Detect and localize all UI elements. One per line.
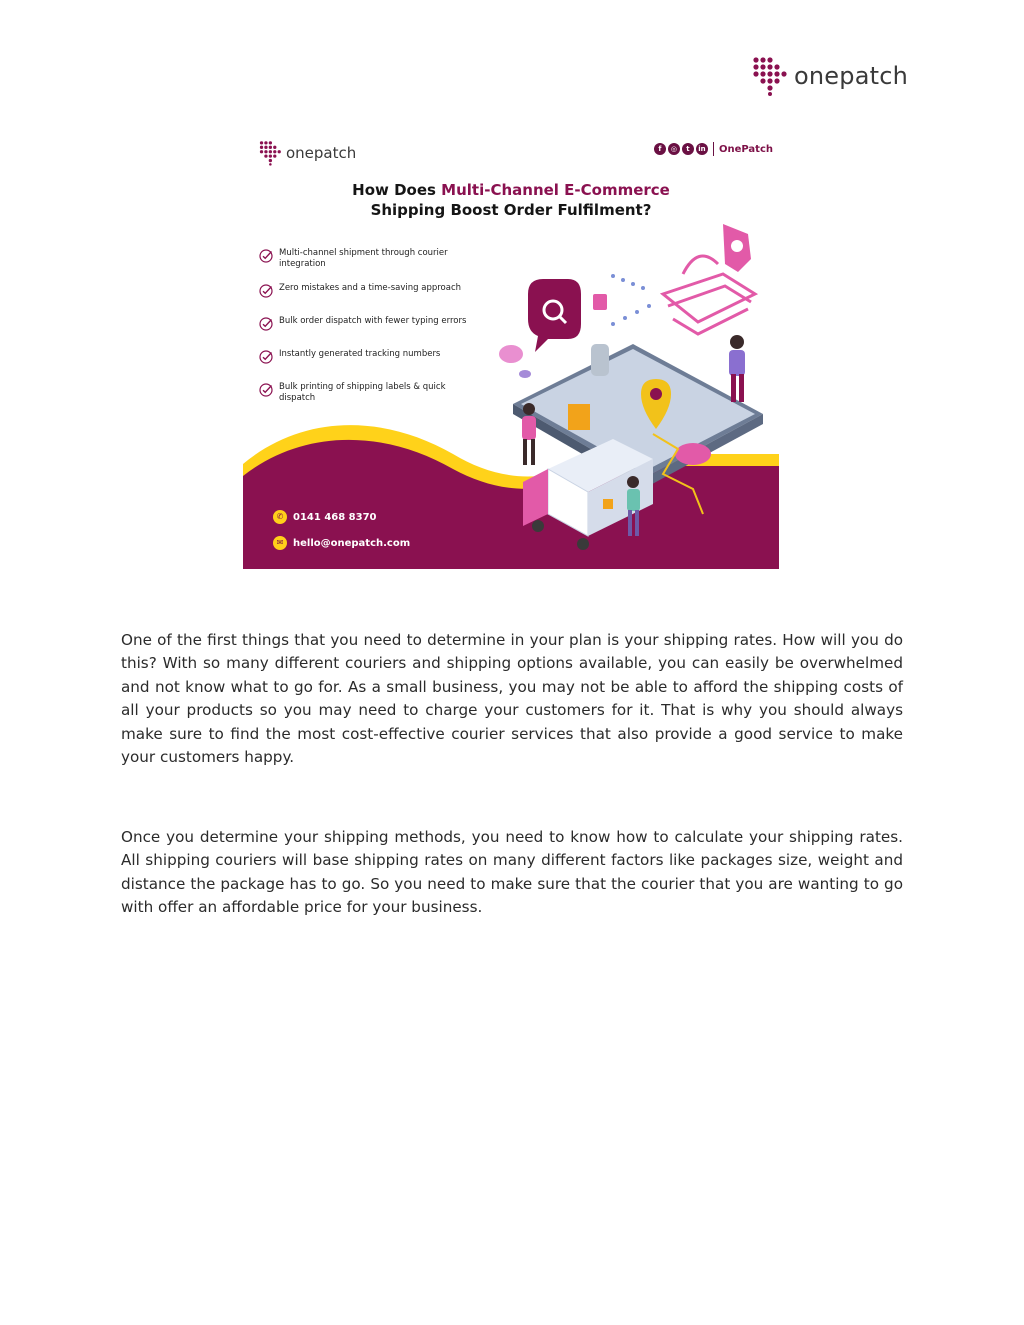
twitter-icon: t bbox=[682, 143, 694, 155]
contact-email-text: hello@onepatch.com bbox=[293, 537, 411, 549]
cart-tag-illustration bbox=[723, 224, 751, 272]
feature-text: Multi-channel shipment through courier integration bbox=[279, 248, 448, 269]
social-brand: OnePatch bbox=[718, 143, 773, 155]
envelope-icon: ✉ bbox=[273, 536, 287, 550]
logo-wordmark: onepatch bbox=[794, 62, 909, 90]
onepatch-dots-icon bbox=[752, 56, 790, 96]
title-prefix: How Does bbox=[352, 181, 442, 199]
infographic-logo-wordmark: onepatch bbox=[286, 144, 357, 162]
paragraph-shipping-rates: One of the first things that you need to determine in your plan is your shipping rates. How will you do this? With so many different couriers and shipping options available, you can easily be overwhelmed and not know what to go for. As a small business, you may not be able to afford the shipping costs of all your products so you may need to charge your customers for it. That is why you should always make sure to find the most cost-effective courier services that also provide a good service to make your customers happy. bbox=[121, 631, 903, 767]
phone-icon: ✆ bbox=[273, 510, 287, 524]
title-accent: Multi-Channel E-Commerce bbox=[441, 181, 670, 199]
feature-text: Zero mistakes and a time-saving approach bbox=[279, 283, 462, 293]
page-logo bbox=[752, 56, 908, 96]
linkedin-icon: in bbox=[696, 143, 708, 155]
contact-phone-text: 0141 468 8370 bbox=[293, 511, 377, 523]
title-line-2: Shipping Boost Order Fulfilment? bbox=[370, 201, 652, 219]
person-illustration bbox=[729, 335, 745, 402]
contact-email bbox=[273, 536, 410, 550]
person-illustration bbox=[522, 403, 536, 465]
search-bubble-illustration bbox=[528, 279, 581, 352]
feature-text: Bulk order dispatch with fewer typing errors bbox=[279, 316, 467, 326]
feature-text: Bulk printing of shipping labels & quick dispatch bbox=[279, 382, 446, 403]
ecommerce-illustration bbox=[493, 214, 779, 569]
infographic-image bbox=[243, 124, 779, 569]
person-illustration bbox=[627, 476, 640, 536]
paragraph-calculate-rates: Once you determine your shipping methods, you need to know how to calculate your shipping rates. All shipping couriers will base shipping rates on many different factors like packages size, weight and distance the package has to go. So you need to make sure that the courier that you are wanting to go with offer an affordable price for your business. bbox=[121, 828, 903, 917]
contact-phone bbox=[273, 510, 377, 524]
facebook-icon: f bbox=[654, 143, 666, 155]
feature-text: Instantly generated tracking numbers bbox=[279, 349, 441, 359]
instagram-icon: ◎ bbox=[668, 143, 680, 155]
